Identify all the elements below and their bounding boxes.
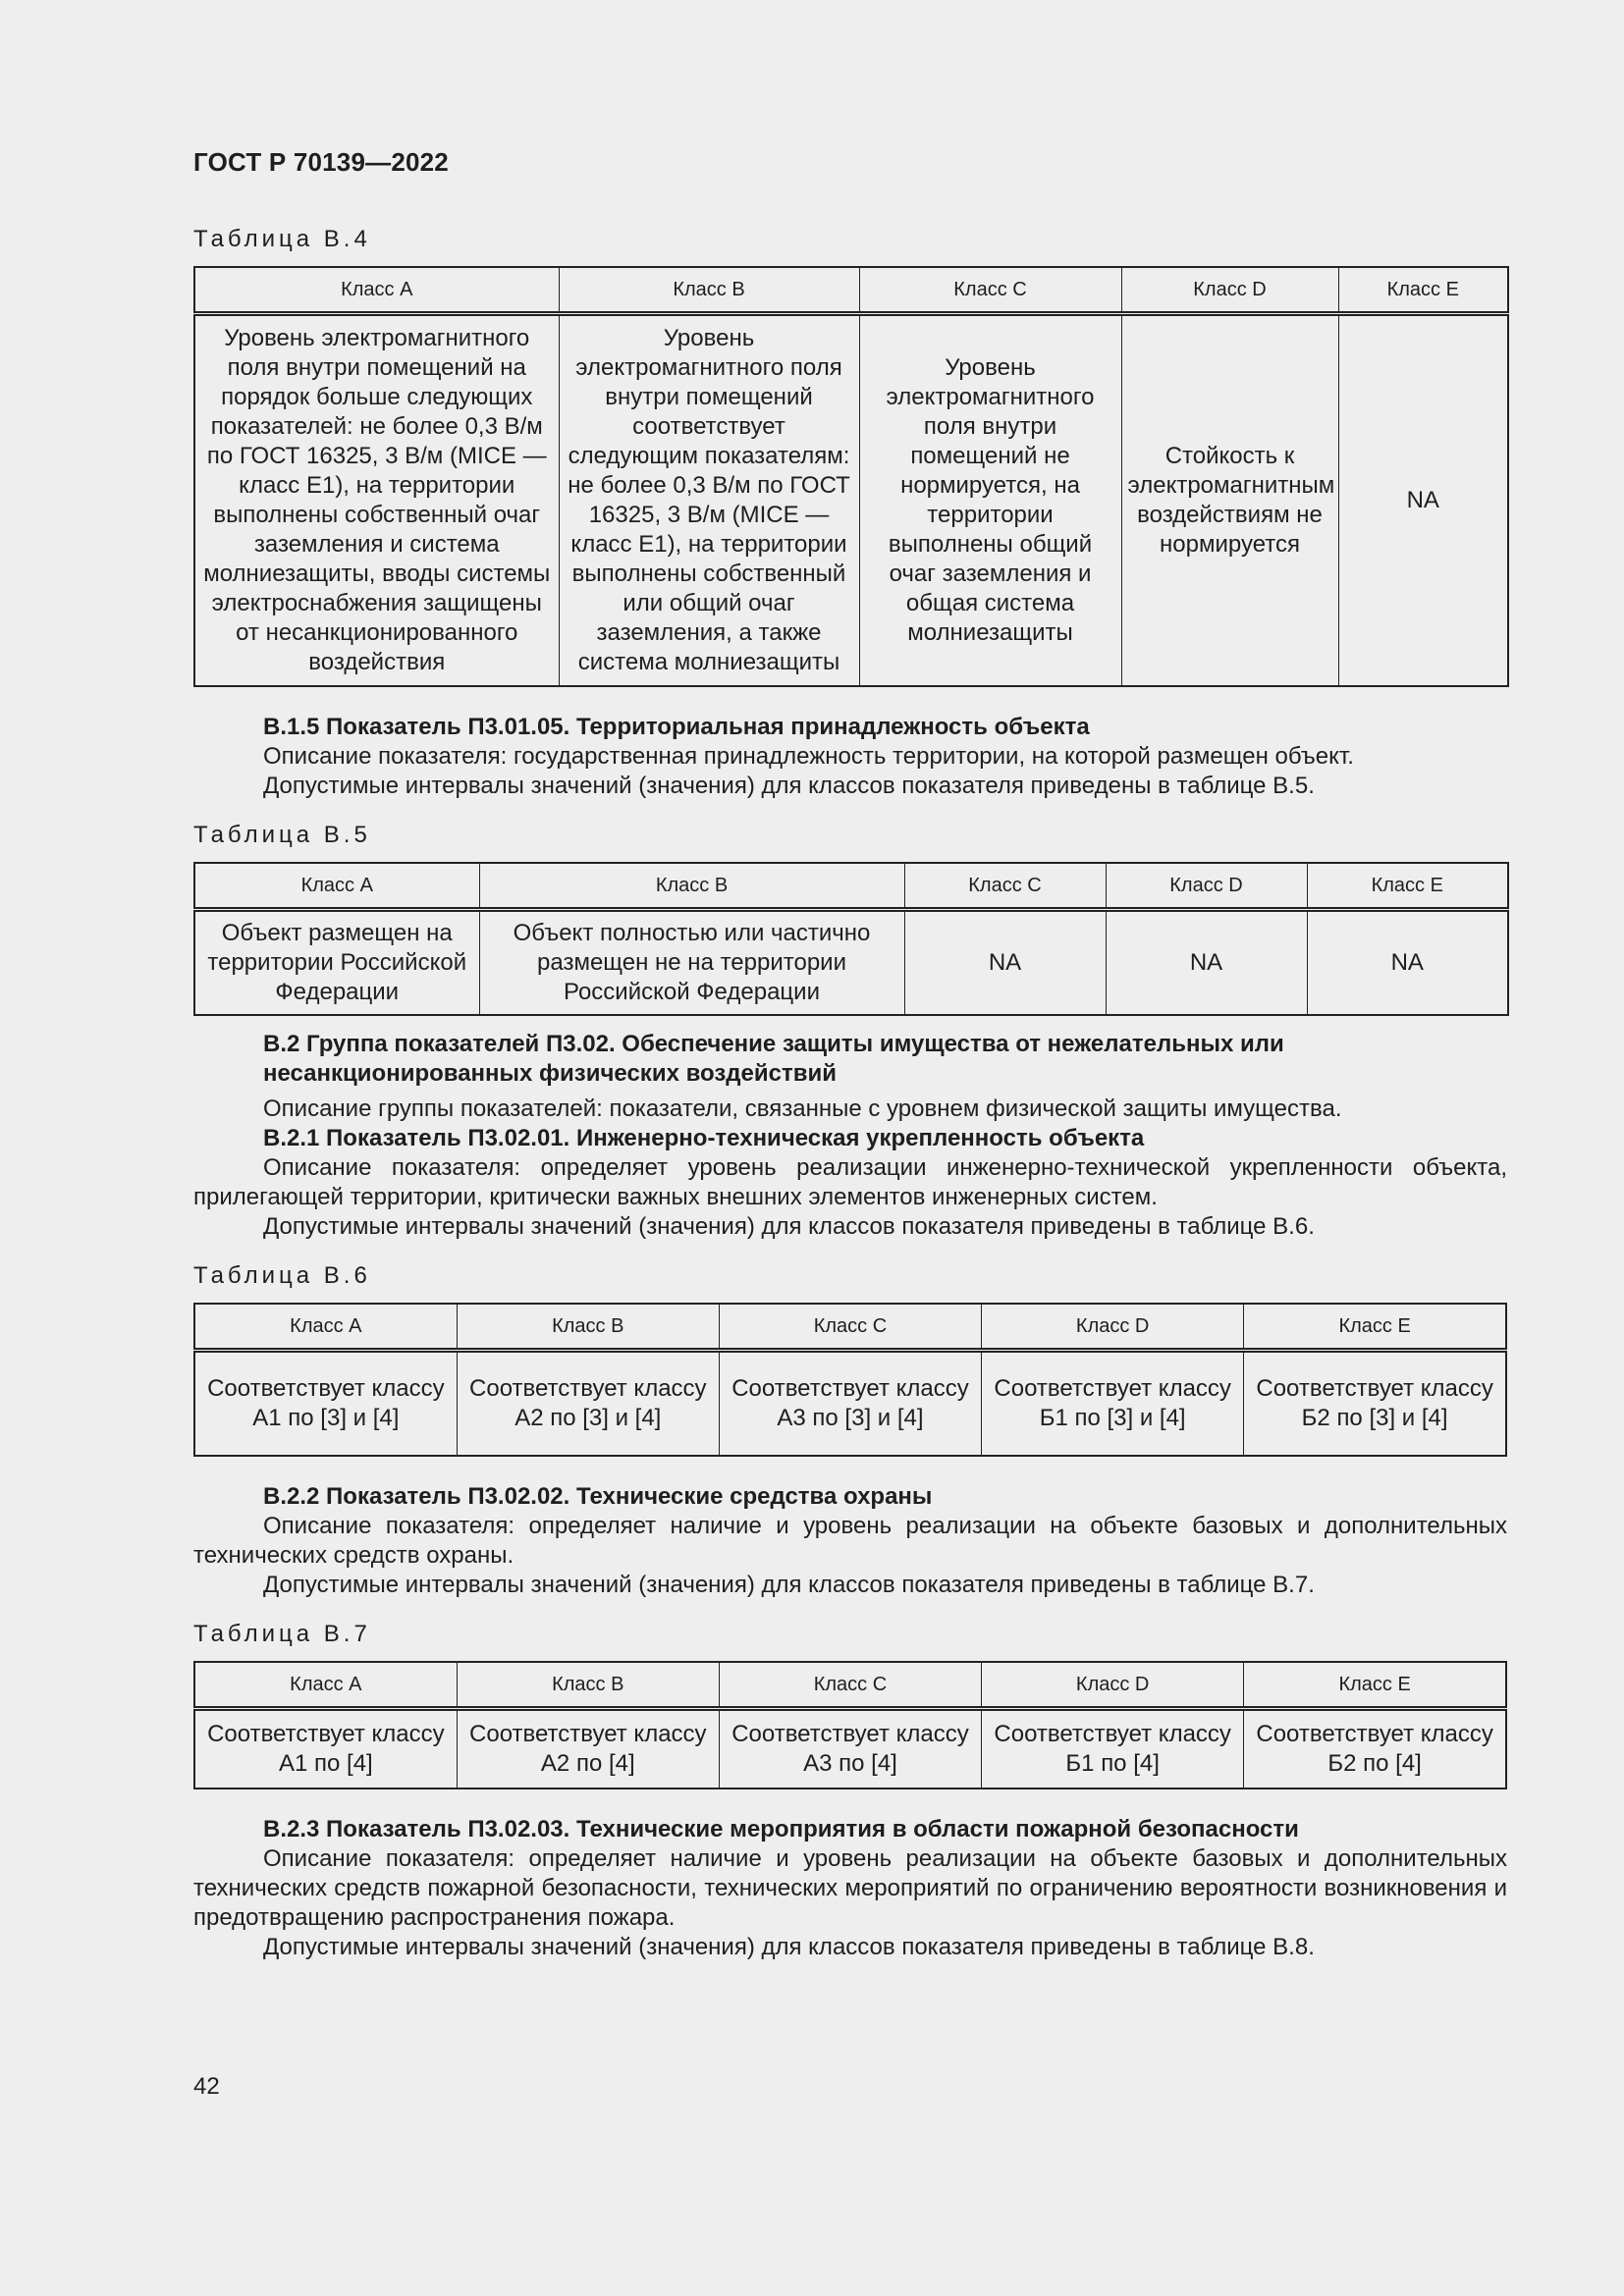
table-b5 bbox=[193, 862, 1509, 1016]
table-b6 bbox=[193, 1303, 1507, 1457]
table-cell: Соответствует классу Б2 по [4] bbox=[1244, 1709, 1506, 1789]
table-header-row bbox=[194, 1304, 1506, 1351]
table-cell: Соответствует классу Б1 по [4] bbox=[982, 1709, 1244, 1789]
table-row bbox=[194, 910, 1508, 1016]
table-cell: NA bbox=[1106, 910, 1307, 1016]
table-header-row bbox=[194, 863, 1508, 910]
group-description: Описание группы показателей: показатели, связанные с уровнем физической защиты имущества. bbox=[263, 1095, 1342, 1122]
header-cell: Класс D bbox=[982, 1304, 1244, 1351]
header-cell: Класс Е bbox=[1244, 1304, 1506, 1351]
table-cell: Объект полностью или частично размещен не на территории Российской Федерации bbox=[479, 910, 904, 1016]
table-header-row bbox=[194, 1662, 1506, 1709]
header-cell: Класс Е bbox=[1307, 863, 1508, 910]
section-heading: В.2.2 Показатель П3.02.02. Технические средства охраны bbox=[263, 1483, 933, 1510]
header-cell: Класс В bbox=[559, 267, 859, 314]
section-description: Описание показателя: определяет уровень реализации инженерно-технической укрепленности объекта, прилегающей территории, критически важных внешних элементов инженерных систем. bbox=[193, 1154, 1507, 1210]
header-cell: Класс А bbox=[194, 267, 559, 314]
table-row bbox=[194, 1709, 1506, 1789]
table-header-row bbox=[194, 267, 1508, 314]
section-heading: В.2.1 Показатель П3.02.01. Инженерно-техническая укрепленность объекта bbox=[263, 1125, 1145, 1151]
document-code: ГОСТ Р 70139—2022 bbox=[193, 147, 449, 177]
table-caption: Таблица В.7 bbox=[193, 1621, 371, 1647]
section-heading: В.2.3 Показатель П3.02.03. Технические мероприятия в области пожарной безопасности bbox=[263, 1816, 1299, 1842]
header-cell: Класс Е bbox=[1244, 1662, 1506, 1709]
header-cell: Класс С bbox=[719, 1304, 981, 1351]
table-cell: Стойкость к электромагнитным воздействиям не нормируется bbox=[1121, 314, 1338, 687]
table-cell: NA bbox=[904, 910, 1106, 1016]
header-cell: Класс А bbox=[194, 1304, 457, 1351]
table-reference: Допустимые интервалы значений (значения) для классов показателя приведены в таблице В.6. bbox=[263, 1213, 1315, 1240]
table-cell: Соответствует классу Б1 по [3] и [4] bbox=[982, 1351, 1244, 1457]
table-caption: Таблица В.4 bbox=[193, 226, 371, 252]
table-cell: NA bbox=[1307, 910, 1508, 1016]
header-cell: Класс D bbox=[982, 1662, 1244, 1709]
header-cell: Класс D bbox=[1121, 267, 1338, 314]
table-caption: Таблица В.5 bbox=[193, 822, 371, 848]
header-cell: Класс В bbox=[479, 863, 904, 910]
header-cell: Класс В bbox=[457, 1662, 719, 1709]
header-cell: Класс В bbox=[457, 1304, 719, 1351]
group-heading: В.2 Группа показателей П3.02. Обеспечение защиты имущества от нежелательных или несанкционированных физических воздействий bbox=[263, 1031, 1284, 1087]
header-cell: Класс D bbox=[1106, 863, 1307, 910]
table-cell: Соответствует классу А3 по [3] и [4] bbox=[719, 1351, 981, 1457]
header-cell: Класс Е bbox=[1338, 267, 1508, 314]
table-b4 bbox=[193, 266, 1509, 687]
table-cell: Соответствует классу А2 по [4] bbox=[457, 1709, 719, 1789]
table-cell: Уровень электромагнитного поля внутри помещений на порядок больше следующих показателей: не более 0,3 В/м по ГОСТ 16325, 3 В/м (MICE — класс E1), на территории выполнены собственный очаг заземления и система молниезащиты, вводы системы электроснабжения защищены от несанкционированного воздействия bbox=[194, 314, 559, 687]
header-cell: Класс С bbox=[904, 863, 1106, 910]
section-description: Описание показателя: определяет наличие и уровень реализации на объекте базовых и дополнительных технических средств пожарной безопасности, технических мероприятий по ограничению вероятности возникновения и предотвращению распространения пожара. bbox=[193, 1845, 1507, 1931]
table-cell: Соответствует классу А2 по [3] и [4] bbox=[457, 1351, 719, 1457]
table-caption: Таблица В.6 bbox=[193, 1262, 371, 1289]
table-cell: Уровень электромагнитного поля внутри помещений соответствует следующим показателям: не более 0,3 В/м по ГОСТ 16325, 3 В/м (MICE — класс E1), на территории выполнены собственный или общий очаг заземления, а также система молниезащиты bbox=[559, 314, 859, 687]
table-cell: NA bbox=[1338, 314, 1508, 687]
table-row bbox=[194, 1351, 1506, 1457]
page-number: 42 bbox=[193, 2073, 220, 2100]
table-cell: Соответствует классу А1 по [4] bbox=[194, 1709, 457, 1789]
header-cell: Класс А bbox=[194, 1662, 457, 1709]
table-cell: Объект размещен на территории Российской Федерации bbox=[194, 910, 479, 1016]
table-cell: Уровень электромагнитного поля внутри помещений не нормируется, на территории выполнены общий очаг заземления и общая система молниезащиты bbox=[859, 314, 1121, 687]
document-page bbox=[193, 147, 1507, 1962]
table-cell: Соответствует классу А1 по [3] и [4] bbox=[194, 1351, 457, 1457]
section-description: Описание показателя: государственная принадлежность территории, на которой размещен объект. bbox=[263, 743, 1354, 770]
table-cell: Соответствует классу А3 по [4] bbox=[719, 1709, 981, 1789]
table-b7 bbox=[193, 1661, 1507, 1789]
table-reference: Допустимые интервалы значений (значения) для классов показателя приведены в таблице В.7. bbox=[263, 1572, 1315, 1598]
table-reference: Допустимые интервалы значений (значения) для классов показателя приведены в таблице В.8. bbox=[263, 1934, 1315, 1960]
header-cell: Класс А bbox=[194, 863, 479, 910]
section-heading: В.1.5 Показатель П3.01.05. Территориальная принадлежность объекта bbox=[263, 714, 1090, 740]
table-cell: Соответствует классу Б2 по [3] и [4] bbox=[1244, 1351, 1506, 1457]
section-description: Описание показателя: определяет наличие и уровень реализации на объекте базовых и дополнительных технических средств охраны. bbox=[193, 1513, 1507, 1569]
header-cell: Класс С bbox=[719, 1662, 981, 1709]
table-reference: Допустимые интервалы значений (значения) для классов показателя приведены в таблице В.5. bbox=[263, 773, 1315, 799]
header-cell: Класс С bbox=[859, 267, 1121, 314]
table-row bbox=[194, 314, 1508, 687]
